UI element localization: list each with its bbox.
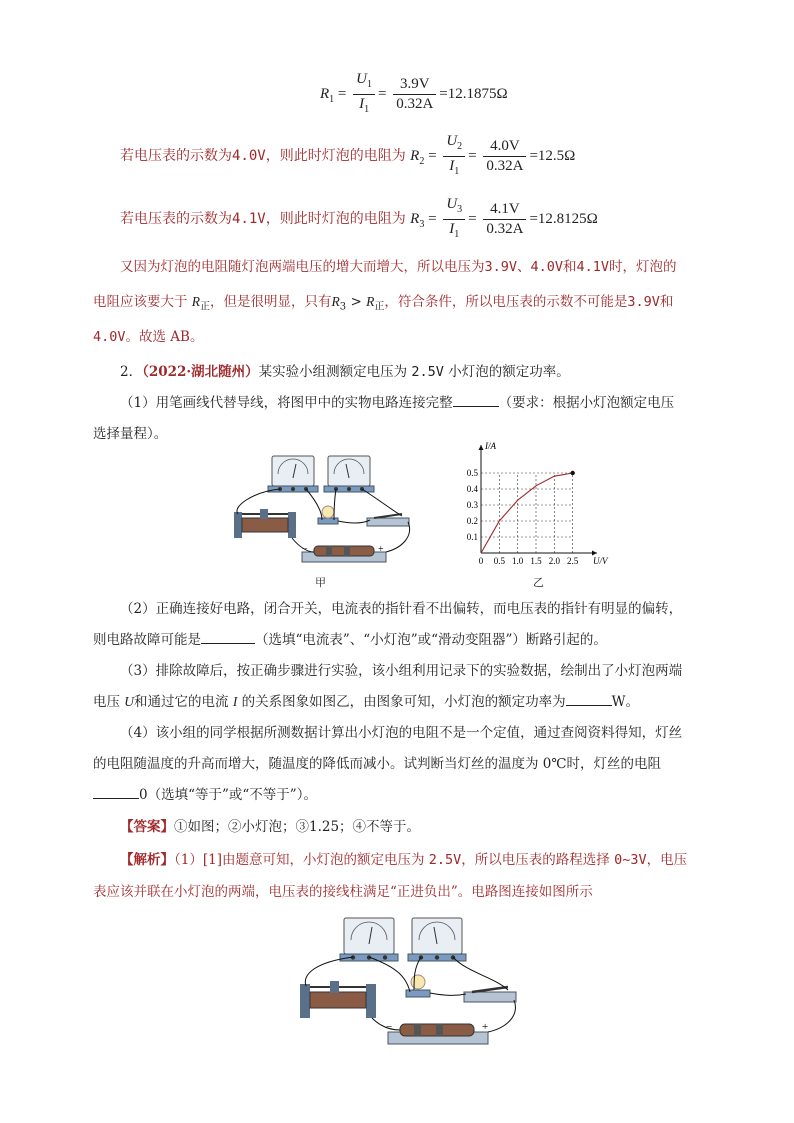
para1-sep: 、	[517, 259, 531, 275]
voltmeter-icon	[408, 918, 466, 961]
eq1-den-val: 0.32A	[396, 96, 434, 112]
equation-r3-line: 若电压表的示数为4.1V，则此时灯泡的电阻为 $R_3$ = $\frac{U_3}{I_1}$ = $\frac{4.1V}{0.32A}$ =12.8125Ω	[120, 195, 598, 244]
y-tick-label: 0.3	[466, 500, 478, 510]
analysis-line2	[93, 880, 593, 900]
ammeter-icon	[340, 918, 398, 961]
eq2-lhs-sub: 2	[419, 155, 425, 167]
para1-and: 和	[563, 259, 577, 275]
equation-r2-line: 若电压表的示数为4.0V，则此时灯泡的电阻为 $R_2$ = $\frac{U_2}{I_1}$ = $\frac{4.0V}{0.32A}$ =12.5Ω	[120, 132, 575, 181]
eq1-lhs-sub: 1	[329, 93, 335, 105]
para1-line2	[93, 290, 673, 313]
answer-text: ①如图；②小灯泡；③1.25；④不等于。	[174, 819, 421, 835]
q2-part3-line2	[93, 690, 639, 710]
circuit-figure-a	[222, 452, 422, 570]
minus-sign: −	[386, 1021, 393, 1033]
answer-tag: 【答案】	[120, 819, 174, 835]
q2-part4-line3	[93, 783, 317, 803]
x-axis-arrow	[592, 551, 597, 556]
eq3-den-var: I	[449, 221, 455, 237]
q2-p2-b: 则电路故障可能是	[93, 632, 201, 648]
plus-sign: +	[378, 544, 384, 555]
q2-p4-b: 的电阻随温度的升高而增大，随温度的降低而减小。试判断当灯丝的温度为 0℃时，灯丝的电阻	[93, 756, 661, 772]
eq2-result: =12.5Ω	[529, 147, 576, 164]
y-axis-arrow	[479, 445, 484, 450]
rheostat-icon	[234, 509, 296, 538]
battery-icon	[388, 1024, 488, 1044]
answer-blank-3[interactable]	[566, 693, 612, 706]
q2-source: （2022·湖北随州）	[142, 364, 259, 380]
analysis-a3: ，电压	[646, 852, 688, 868]
para1-r-e2: R	[366, 294, 375, 309]
para1-gt: >	[346, 294, 367, 310]
para1-text-b: 时，灯泡的	[609, 259, 677, 275]
eq1-num-val: 3.9V	[393, 75, 436, 95]
eq1-den-sub: 1	[364, 104, 370, 115]
analysis-a2: ，所以电压表的路程选择	[461, 852, 615, 868]
q2-part4-line1	[120, 721, 682, 741]
analysis-line1	[120, 848, 687, 868]
q2-number: 2．	[120, 364, 143, 380]
answer-blank-2[interactable]	[201, 631, 255, 644]
circuit-figure-answer	[296, 912, 520, 1052]
iu-chart	[454, 441, 608, 576]
answer-line	[120, 815, 420, 835]
eq2-num-sub: 2	[457, 141, 463, 152]
x-tick-label: 1.5	[530, 556, 542, 566]
q2-part2-line1	[120, 597, 682, 617]
answer-blank-1[interactable]	[453, 394, 499, 407]
para1-r3: R	[331, 294, 340, 309]
eq2-num-var: U	[446, 133, 458, 149]
answer-blank-4[interactable]	[93, 786, 139, 799]
eq3-den-val: 0.32A	[486, 221, 524, 237]
eq2-den-val: 0.32A	[486, 158, 524, 174]
eq2-den-sub: 1	[454, 166, 460, 177]
eq1-result: =12.1875Ω	[439, 85, 508, 102]
voltmeter-icon	[324, 456, 374, 492]
rheostat-icon	[300, 981, 376, 1018]
x-tick-label: 2.5	[567, 556, 579, 566]
q2-stem-a: 某实验小组测额定电压为	[258, 364, 412, 380]
q2-p4-c: 0（选填“等于”或“不等于”）。	[139, 787, 317, 803]
q2-p2-a: （2）正确连接好电路，闭合开关，电流表的指针看不出偏转，而电压表的指针有明显的偏转，	[120, 601, 683, 617]
y-tick-label: 0.5	[466, 468, 478, 478]
para1-v3: 4.1V	[576, 259, 610, 275]
eq3-num-sub: 3	[457, 204, 463, 215]
q2-p1-b: （要求：根据小灯泡额定电压	[498, 395, 675, 411]
iu-curve	[481, 473, 573, 553]
eq1-frac-var	[353, 70, 375, 119]
y-tick-label: 0.1	[466, 532, 478, 542]
eq3-num-var: U	[446, 196, 458, 212]
eq1-num-sub: 1	[366, 79, 372, 90]
q2-p2-c: （选填“电流表”、“小灯泡”或“滑动变阻器”）断路引起的。	[255, 632, 607, 648]
eq3-lhs-sub: 3	[419, 218, 425, 230]
analysis-b: 表应该并联在小灯泡的两端，电压表的接线柱满足“正进负出”。电路图连接如图所示	[93, 884, 593, 900]
x-axis-label: U/V	[593, 556, 608, 566]
para1-text-a: 又因为灯泡的电阻随灯泡两端电压的增大而增大，所以电压为	[120, 259, 485, 275]
eq2-frac-val	[483, 137, 526, 176]
eq2-den-var: I	[449, 158, 455, 174]
para1-r3-sub: 3	[339, 301, 347, 313]
analysis-a1: （1）[1]由题意可知，小灯泡的额定电压为	[174, 852, 429, 868]
eq1-frac-val	[393, 75, 436, 114]
eq3-frac-val	[483, 200, 526, 239]
eq3-num-val: 4.1V	[483, 200, 526, 220]
q2-p4-a: （4）该小组的同学根据所测数据计算出小灯泡的电阻不是一个定值，通过查阅资料得知，灯丝	[120, 725, 683, 741]
para1-v4: 3.9V	[627, 294, 660, 310]
q2-part4-line2	[93, 752, 661, 772]
q2-stem-v: 2.5V	[411, 364, 444, 380]
y-tick-label: 0.4	[466, 484, 478, 494]
x-tick-label: 2.0	[548, 556, 560, 566]
para1-text-d: ，但是很明显，只有	[210, 294, 332, 310]
eq3-den-sub: 1	[454, 229, 460, 240]
q2-p3-e: W。	[611, 694, 640, 710]
para1-r-e2-sub: 正	[374, 301, 385, 313]
para1-text-e: ，符合条件，所以电压表的示数不可能是	[384, 294, 628, 310]
y-tick-label: 0.2	[466, 516, 478, 526]
eq3-lhs: R	[410, 210, 420, 227]
equation-r1: $R_1$ = $\frac{U_1}{I_1}$ = $\frac{3.9V}{0.32A}$ =12.1875Ω	[320, 70, 508, 119]
para1-r-e: R	[191, 294, 201, 309]
para1-and2: 和	[659, 294, 674, 310]
analysis-range: 0~3V	[614, 852, 647, 868]
x-tick-label: 1.0	[512, 556, 524, 566]
eq2-value: 4.0V	[232, 147, 266, 164]
q2-p3-d: 的关系图象如图乙，由图象可知，小灯泡的额定功率为	[237, 694, 566, 710]
eq1-num-var: U	[356, 71, 367, 87]
eq2-prefix: 若电压表的示数为	[120, 147, 232, 164]
analysis-tag: 【解析】	[120, 852, 174, 868]
para1-text-c: 电阻应该要大于	[93, 294, 188, 310]
q2-part2-line2	[93, 628, 607, 648]
minus-sign: −	[302, 544, 308, 555]
switch-icon	[367, 514, 409, 526]
q2-p3-b: 电压	[93, 694, 125, 710]
eq2-num-val: 4.0V	[483, 137, 526, 157]
curve-endpoint	[570, 471, 574, 475]
x-tick-label: 0	[478, 556, 484, 566]
analysis-v: 2.5V	[428, 852, 462, 868]
eq3-mid: ，则此时灯泡的电阻为	[265, 210, 406, 227]
q2-part1-line2	[93, 422, 167, 442]
para1-text-f: 。故选 AB。	[125, 329, 204, 345]
eq1-den-var: I	[359, 96, 365, 112]
eq1-lhs: R	[320, 85, 330, 102]
eq3-prefix: 若电压表的示数为	[120, 210, 232, 227]
ammeter-icon	[268, 456, 318, 492]
x-tick-label: 0.5	[493, 556, 505, 566]
figure-a-label: 甲	[315, 576, 326, 589]
para1-v2: 4.0V	[530, 259, 564, 275]
switch-icon	[464, 987, 516, 1002]
q2-p1-c: 选择量程）。	[93, 426, 168, 442]
q2-part1-line1	[120, 391, 674, 411]
para1-r-e-sub: 正	[200, 301, 211, 313]
eq2-mid: ，则此时灯泡的电阻为	[265, 147, 406, 164]
q2-p3-i: I	[232, 694, 238, 709]
para1-l3v: 4.0V	[93, 329, 126, 345]
para1-v1: 3.9V	[484, 259, 518, 275]
q2-stem	[120, 360, 570, 380]
para1-line1	[120, 255, 677, 275]
bulb-icon	[406, 975, 430, 997]
q2-p3-a: （3）排除故障后，按正确步骤进行实验，该小组利用记录下的实验数据，绘制出了小灯泡两端	[120, 663, 683, 679]
figure-b-label: 乙	[533, 576, 544, 589]
plus-sign: +	[482, 1021, 489, 1033]
q2-p3-u: U	[124, 694, 135, 709]
para1-line3	[93, 325, 203, 345]
q2-p3-c: 和通过它的电流	[134, 694, 233, 710]
y-axis-label: I/A	[485, 441, 496, 451]
q2-part3-line1	[120, 659, 682, 679]
eq3-result: =12.8125Ω	[529, 210, 598, 227]
q2-p1-a: （1）用笔画线代替导线，将图甲中的实物电路连接完整	[120, 395, 453, 411]
eq3-value: 4.1V	[232, 210, 266, 227]
q2-stem-b: 小灯泡的额定功率。	[443, 364, 570, 380]
eq3-frac-var	[443, 195, 465, 244]
battery-icon	[302, 546, 386, 562]
eq2-lhs: R	[410, 147, 420, 164]
eq2-frac-var	[443, 132, 465, 181]
